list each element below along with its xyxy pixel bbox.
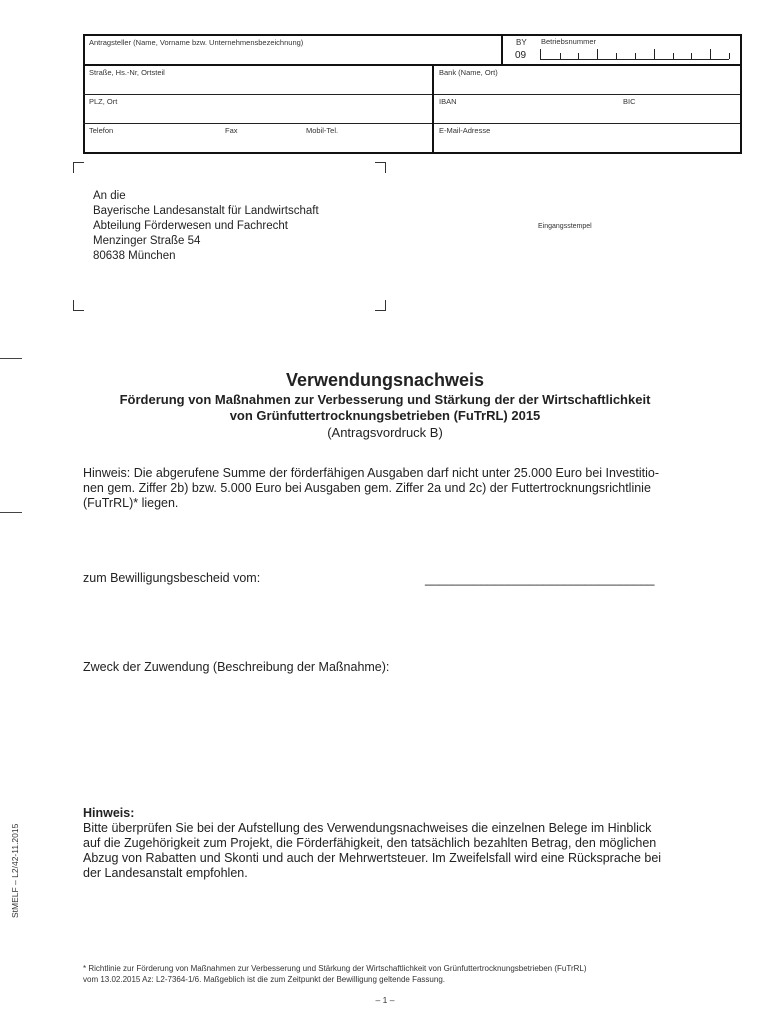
address-line: 80638 München	[93, 250, 176, 262]
recipient-address	[93, 189, 319, 264]
receipt-stamp-label: Eingangsstempel	[538, 223, 592, 230]
hint-line: nen gem. Ziffer 2b) bzw. 5.000 Euro bei Ausgaben gem. Ziffer 2a und 2c) der Futtertrocknungsrichtlinie	[83, 481, 651, 495]
footnote	[83, 963, 743, 985]
address-corner-top-right	[375, 162, 386, 173]
by-separator	[501, 34, 503, 65]
company-number-tick	[578, 53, 579, 59]
hint-paragraph	[83, 466, 743, 511]
by-label: BY	[516, 38, 527, 47]
address-corner-bottom-left	[73, 300, 84, 311]
hint-line: (FuTrRL)* liegen.	[83, 496, 179, 510]
column-separator	[432, 64, 434, 154]
address-corner-top-left	[73, 162, 84, 173]
address-corner-bottom-right	[375, 300, 386, 311]
checking-hint-line: Abzug von Rabatten und Skonti und auch der Mehrwertsteuer. Im Zweifelsfall wird eine Rücksprache bei	[83, 851, 662, 865]
iban-label: IBAN	[439, 97, 457, 106]
address-line: An die	[93, 190, 126, 202]
checking-hint-line: auf die Zugehörigkeit zum Projekt, die Förderfähigkeit, den tatsächlich bezahlten Betrag, den möglichen	[83, 836, 657, 850]
frame-bottom-line	[83, 152, 742, 154]
applicant-label: Antragsteller (Name, Vorname bzw. Unternehmensbezeichnung)	[89, 38, 304, 47]
frame-right-line	[740, 34, 742, 154]
address-line: Bayerische Landesanstalt für Landwirtschaft	[93, 205, 319, 217]
company-number-tick	[654, 49, 655, 59]
applicant-form-header	[83, 34, 742, 154]
company-number-tick	[710, 49, 711, 59]
row3-left-separator	[83, 123, 432, 124]
company-number-tick	[597, 49, 598, 59]
company-number-tick	[616, 53, 617, 59]
row1-separator	[83, 64, 742, 66]
form-reference: (Antragsvordruck B)	[327, 425, 443, 440]
address-line: Abteilung Förderwesen und Fachrecht	[93, 220, 288, 232]
street-label: Straße, Hs.-Nr, Ortsteil	[89, 68, 165, 77]
bank-label: Bank (Name, Ort)	[439, 68, 498, 77]
document-title: Verwendungsnachweis	[285, 370, 485, 390]
company-number-tick	[691, 53, 692, 59]
row2-right-separator	[434, 94, 740, 95]
checking-hint	[83, 806, 743, 881]
approval-date-field[interactable]: _________________________________	[425, 572, 655, 586]
zip-label: PLZ, Ort	[89, 97, 118, 106]
email-label: E-Mail-Adresse	[439, 126, 491, 135]
page-number: – 1 –	[375, 995, 395, 1005]
company-number-baseline	[540, 59, 729, 60]
fold-mark	[0, 512, 22, 513]
address-line: Menzinger Straße 54	[93, 235, 201, 247]
checking-hint-line: Bitte überprüfen Sie bei der Aufstellung des Verwendungsnachweises die einzelnen Belege im Hinblick	[83, 821, 652, 835]
document-subtitle: von Grünfuttertrocknungsbetrieben (FuTrRL) 2015	[229, 408, 541, 423]
fax-label: Fax	[225, 126, 238, 135]
by-value: 09	[515, 50, 527, 61]
bic-label: BIC	[623, 97, 636, 106]
purpose-label: Zweck der Zuwendung (Beschreibung der Maßnahme):	[83, 660, 390, 674]
mobile-label: Mobil-Tel.	[306, 126, 339, 135]
checking-hint-heading: Hinweis:	[83, 806, 135, 820]
fold-mark	[0, 358, 22, 359]
footnote-line: * Richtlinie zur Förderung von Maßnahmen zur Verbesserung und Stärkung der Wirtschaftlichkeit von Grünfuttertrocknungsbetrieben (FuTrRL)	[83, 964, 587, 973]
company-number-tick	[729, 53, 730, 59]
frame-top-line	[83, 34, 742, 36]
company-number-tick	[540, 49, 541, 59]
company-number-tick	[560, 53, 561, 59]
row3-right-separator	[434, 123, 740, 124]
checking-hint-line: der Landesanstalt empfohlen.	[83, 866, 248, 880]
phone-label: Telefon	[89, 126, 114, 135]
document-subtitle: Förderung von Maßnahmen zur Verbesserung und Stärkung der der Wirtschaftlichkeit	[119, 392, 651, 407]
company-number-tick	[673, 53, 674, 59]
company-number-label: Betriebsnummer	[541, 37, 597, 46]
form-code-vertical: StMELF – L2/42-11.2015	[10, 823, 20, 918]
approval-label: zum Bewilligungsbescheid vom:	[83, 571, 261, 585]
hint-line: Hinweis: Die abgerufene Summe der förderfähigen Ausgaben darf nicht unter 25.000 Euro bei Investitio-	[83, 466, 660, 480]
company-number-tick	[635, 53, 636, 59]
footnote-line: vom 13.02.2015 Az: L2-7364-1/6. Maßgeblich ist die zum Zeitpunkt der Bewilligung geltende Fassung.	[83, 975, 445, 984]
row2-left-separator	[83, 94, 432, 95]
